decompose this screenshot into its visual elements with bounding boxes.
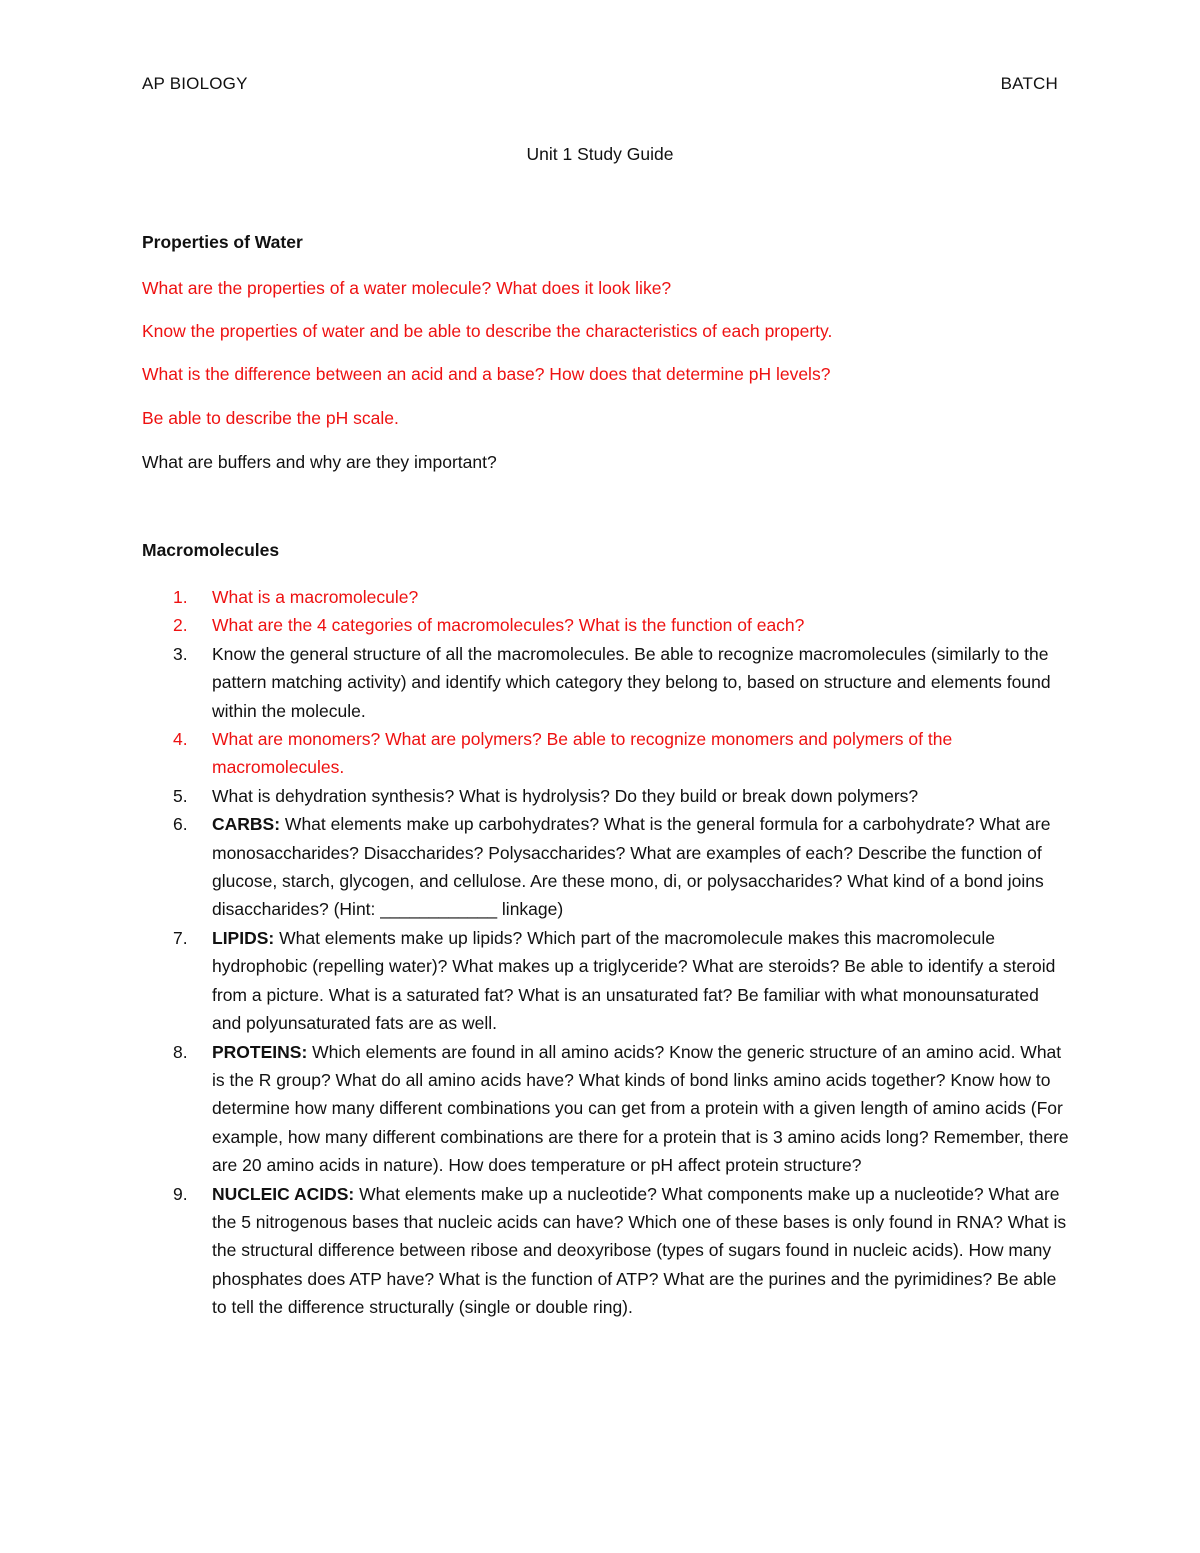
item-number: 9. — [173, 1183, 188, 1204]
macromolecule-question-list — [142, 583, 1072, 1322]
item-label: NUCLEIC ACIDS: — [212, 1183, 355, 1204]
item-label: CARBS: — [212, 814, 281, 835]
list-item — [142, 583, 1072, 611]
list-item — [142, 611, 1072, 639]
item-number: 4. — [173, 729, 188, 750]
list-item — [142, 782, 1072, 810]
list-item — [142, 1038, 1072, 1180]
water-question-3: What is the difference between an acid and a base? How does that determine pH levels? — [142, 364, 831, 384]
item-number: 6. — [173, 814, 188, 835]
item-text: What is a macromolecule? — [212, 587, 419, 607]
item-text: What are monomers? What are polymers? Be able to recognize monomers and polymers of the macromolecules. — [212, 729, 953, 778]
list-item — [142, 640, 1072, 725]
item-text: Know the general structure of all the macromolecules. Be able to recognize macromolecules (similarly to the pattern matching activity) and identify which category they belong to, based on structure and elements found within the molecule. — [212, 643, 1051, 721]
header-batch: BATCH — [1000, 74, 1058, 93]
item-label: PROTEINS: — [212, 1041, 308, 1062]
item-number: 2. — [173, 615, 188, 636]
item-number: 5. — [173, 785, 188, 806]
water-question-2: Know the properties of water and be able to describe the characteristics of each property. — [142, 321, 833, 341]
page-title: Unit 1 Study Guide — [526, 144, 674, 164]
item-number: 3. — [173, 643, 188, 664]
item-label: LIPIDS: — [212, 927, 275, 948]
list-item — [142, 810, 1072, 924]
item-number: 1. — [173, 587, 188, 607]
item-number: 8. — [173, 1041, 188, 1062]
list-item — [142, 1180, 1072, 1322]
item-text: What are the 4 categories of macromolecules? What is the function of each? — [212, 615, 805, 636]
section-heading-water: Properties of Water — [142, 232, 303, 252]
item-text: What elements make up lipids? Which part of the macromolecule makes this macromolecule hydrophobic (repelling water)? What makes up a triglyceride? What are steroids? Be able to identify a steroid from a picture. What is a saturated fat? What is an unsaturated fat? Be familiar with what monounsaturated and polyunsaturated fats are as well. — [212, 927, 1056, 1034]
list-item — [142, 725, 1072, 782]
item-text: What elements make up carbohydrates? What is the general formula for a carbohydrate? What are monosaccharides? Disaccharides? Polysaccharides? What are examples of each? Describe the function of glucose, starch, glycogen, and cellulose. Are these mono, di, or polysaccharides? What kind of a bond joins disaccharides? (Hint: ____________ linkage) — [212, 814, 1051, 920]
water-question-5: What are buffers and why are they important? — [142, 452, 497, 472]
item-text: Which elements are found in all amino acids? Know the generic structure of an amino acid. What is the R group? What do all amino acids have? What kinds of bond links amino acids together? Know how to determine how many different combinations you can get from a protein with a given length of amino acids (For example, how many different combinations are there for a protein that is 3 amino acids long? Remember, there are 20 amino acids in nature). How does temperature or pH affect protein structure? — [212, 1041, 1069, 1176]
item-number: 7. — [173, 927, 188, 948]
section-heading-macromolecules: Macromolecules — [142, 540, 280, 560]
item-text: What is dehydration synthesis? What is hydrolysis? Do they build or break down polymers? — [212, 785, 919, 806]
item-text: What elements make up a nucleotide? What components make up a nucleotide? What are the 5 nitrogenous bases that nucleic acids can have? Which one of these bases is only found in RNA? What is the structural difference between ribose and deoxyribose (types of sugars found in nucleic acids). How many phosphates does ATP have? What is the function of ATP? What are the purines and the pyrimidines? Be able to tell the difference structurally (single or double ring). — [212, 1183, 1067, 1318]
list-item — [142, 924, 1072, 1038]
header-course: AP BIOLOGY — [142, 74, 248, 93]
water-question-1: What are the properties of a water molecule? What does it look like? — [142, 278, 672, 298]
water-question-4: Be able to describe the pH scale. — [142, 408, 399, 428]
